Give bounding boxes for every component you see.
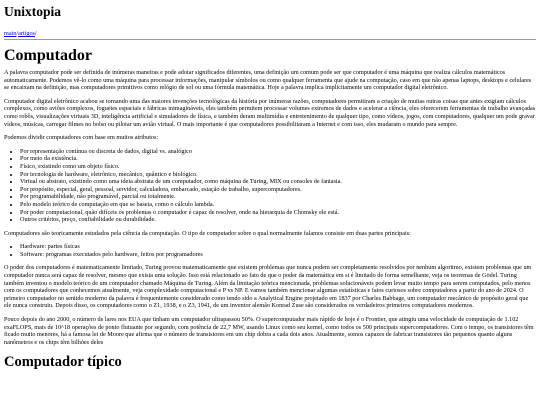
paragraph-importance: Computador digital eletrônico acabou se tornando uma das maiores invenções tecnológicas da história por inúmeras razões, computadores permitiram a criação de muitas outras coisas que antes exigiam cálculos complexos, como aviões complexos, foguetes espaciais e fábricas inimagináveis, eles também permitem processar volumes extremos de dados e acelerar a ciência, eles oferecerem ferramentas de trabalho avançadas como robôs, visualizações virtuais 3D, inteligência artificial e simuladores de física, e também deram multimídia e entretenimento de qualquer tipo, como vídeos, jogos, com computadores, qualquer um pode gravar vídeos, músicas, carregar filmes no bolso ou pilotar um avião virtual. O mais importante é que computadores possibilitaram a Internet e com isso, eles mudaram o mundo para sempre. [4, 97, 536, 128]
list-item: • Hardware: partes físicas [20, 243, 536, 251]
parts-list [4, 243, 536, 258]
list-item: • Pelo modelo teórico de computação em que se baseia, como o cálculo lambda. [20, 201, 536, 209]
breadcrumb-separator: / [16, 30, 19, 37]
paragraph-attributes-intro: Podemos dividir computadores com base em muitos atributos: [4, 134, 159, 142]
header-divider [4, 39, 536, 40]
list-item: • Por tecnologia de hardware, eletrônico, mecânico, quântico e biológico. [20, 171, 536, 179]
breadcrumb [4, 30, 536, 38]
breadcrumb-link-artigos[interactable]: artigos [18, 30, 35, 37]
site-title: Unixtopia [4, 4, 62, 19]
attributes-list [4, 148, 536, 224]
article-title: Computador [4, 47, 93, 64]
paragraph-definition: A palavra computador pode ser definida de inúmeras maneiras e pode adotar significados diferentes, uma definição um comum pode ser que computador é uma máquina que realiza cálculos matemáticos automaticamente. Podemos vê-lo como uma máquina para processar informações, manipular símbolos ou como qualquer ferramenta que ajude na computação, caso em que não apenas laptops, desktops e celulares se encaixam na definição, mas computadores primitivos como relógio de sol ou uma fórmula matemática. Hoje a palavra implica implicitamente um computador digital eletrônico. [4, 69, 532, 92]
list-item: • Virtual ou abstrato, existindo como uma ideia abstrata de um computador, como máquina de Turing, MIX ou consoles de fantasia. [20, 178, 536, 186]
list-item: • Por meio da existência. [20, 155, 536, 163]
section-title-typical-computer: Computador típico [4, 354, 122, 371]
paragraph-statistics: Pouco depois do ano 2000, o número de lares nos EUA que tinham um computador ultrapassou 50%. O supercomputador mais rápido de hoje é o Frontier, que atingiu uma velocidade de computação de 1.102 exaFLOPS, mais de 10^18 operações de ponto flutuante por segundo, com potência de 22,7 MW, usando Linux como seu kernel, como todos os 500 principais supercomputadores. Com o tempo, os transistores têm ficado muito menores, há a famosa lei de Moore que afirma que o número de transistores em um chip dobra a cada dois anos. Atualmente, somos capazes de fabricar transistores tão pequenos quanto alguns nanômetros e os chips têm bilhões deles [4, 316, 534, 346]
paragraph-theory: Computadores são teoricamente estudados pela ciência da computação. O tipo de computador sobre o qual normalmente falamos consiste em duas partes principais: [4, 229, 411, 237]
list-item: • Por programabilidade, não programável, parcial ou totalmente. [20, 193, 536, 201]
list-item: • Outros critérios, preço, confiabilidade ou durabilidade. [20, 216, 536, 224]
list-item: • Por propósito, especial, geral, pessoal, servidor, calculadora, embarcado, estação de trabalho, supercomputadores. [20, 186, 536, 194]
breadcrumb-link-main[interactable]: main [4, 30, 17, 37]
paragraph-limits: O poder dos computadores é matematicamente limitado, Turing provou matematicamente que existem problemas que nunca podem ser completamente resolvidos por nenhum algoritmo, existem problemas que um computador nunca será capaz de resolver, mesmo que exista uma solução. Isso está relacionado ao fato de que o poder da matemática em si é limitado de forma semelhante, veja os teoremas de Gödel. Turing também inventou o modelo teórico de um computador chamado Máquina de Turing. Além da limitação teórica mencionada, problemas solucionáveis podem levar muito tempo para serem computados, pelo menos com os computadores que conhecemos atualmente, veja complexidade computacional e P vs NP. E vamos também mencionar algumas estatísticas e fatos curiosos sobre computadores a partir do ano de 2024. O primeiro computador no sentido moderno da palavra é frequentemente considerado como tendo sido a Analytical Engine projetado em 1837 por Charles Babbage, um computador mecânico de propósito geral que ele nunca construiu. Depois disso, os computadores como o Z1, 1938, e o Z3, 1941, de um inventor alemão Konrad Zuse são considerados os verdadeiros primeiros computadores modernos. [4, 264, 532, 310]
list-item: • Por representação contínua ou discreta de dados, digital vs. analógico [20, 148, 536, 156]
breadcrumb-trailing-separator: / [34, 30, 37, 37]
list-item: • Por poder computacional, quão difíceis os problemas o computador é capaz de resolver, onde na hierarquia de Chomsky ele está. [20, 209, 536, 217]
list-item: • Software: programas executados pelo hardware, feitos por programadores [20, 251, 536, 259]
list-item: • Físico, existindo como um objeto físico. [20, 163, 536, 171]
